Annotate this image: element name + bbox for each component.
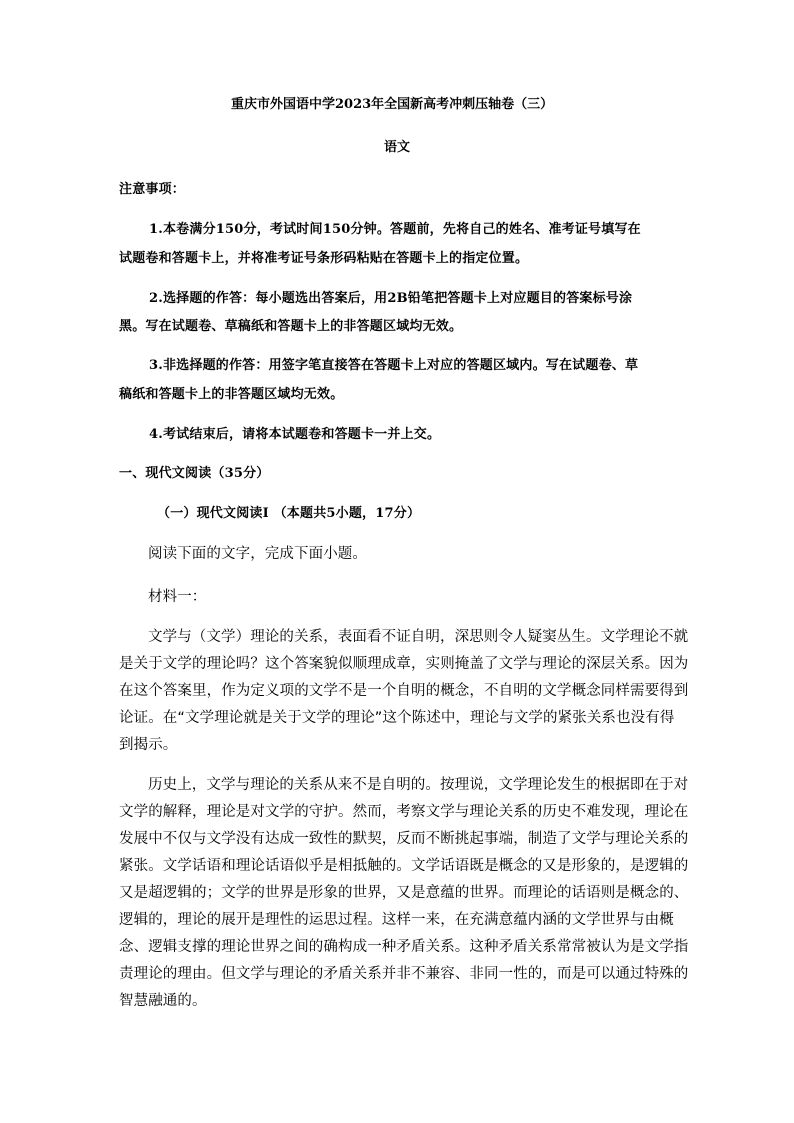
paragraph-line: 在这个答案里，作为定义项的文学不是一个自明的概念，不自明的文学概念同样需要得到 (119, 683, 689, 699)
paragraph-line: 紧张。文学话语和理论话语似乎是相抵触的。文学话语既是概念的又是形象的，是逻辑的 (119, 858, 689, 874)
paragraph-line: 历史上，文学与理论的关系从来不是自明的。按理说，文学理论发生的根据即在于对 (148, 777, 689, 793)
paragraph-line: 文学与（文学）理论的关系，表面看不证自明，深思则令人疑窦丛生。文学理论不就 (148, 629, 689, 645)
paragraph-line: 又是超逻辑的；文学的世界是形象的世界，又是意蕴的世界。而理论的话语则是概念的、 (119, 885, 689, 901)
paragraph-line: 发展中不仅与文学没有达成一致性的默契，反而不断挑起事端，制造了文学与理论关系的 (119, 831, 689, 847)
subject-title: 语文 (384, 140, 411, 155)
notice-heading: 注意事项： (119, 182, 186, 197)
paragraph-line: 是关于文学的理论吗？这个答案貌似顺理成章，实则掩盖了文学与理论的深层关系。因为 (119, 656, 689, 672)
notice-item-3-line-2: 稿纸和答题卡上的非答题区域均无效。 (119, 387, 344, 402)
notice-item-1-line-2: 试题卷和答题卡上，并将准考证号条形码粘贴在答题卡上的指定位置。 (119, 251, 529, 266)
paragraph-line: 到揭示。 (119, 737, 178, 753)
paragraph-line: 智慧融通的。 (119, 993, 207, 1009)
notice-item-2-line-1: 2.选择题的作答：每小题选出答案后，用2B铅笔把答题卡上对应题目的答案标号涂 (149, 291, 633, 306)
material-label: 材料一： (148, 589, 207, 605)
reading-instruction: 阅读下面的文字，完成下面小题。 (148, 546, 367, 562)
paragraph-line: 念、逻辑支撑的理论世界之间的确构成一种矛盾关系。这种矛盾关系常常被认为是文学指 (119, 939, 689, 955)
paragraph-line: 文学的解释，理论是对文学的守护。然而，考察文学与理论关系的历史不难发现，理论在 (119, 804, 689, 820)
subsection-heading: （一）现代文阅读Ⅰ （本题共5小题，17分） (157, 506, 421, 521)
section-heading: 一、现代文阅读（35分） (119, 466, 270, 481)
notice-item-1-line-1: 1.本卷满分150分，考试时间150分钟。答题前，先将自己的姓名、准考证号填写在 (149, 222, 641, 237)
exam-title: 重庆市外国语中学2023年全国新高考冲刺压轴卷（三） (231, 97, 554, 112)
notice-item-2-line-2: 黑。写在试题卷、草稿纸和答题卡上的非答题区域均无效。 (119, 319, 463, 334)
paragraph-line: 责理论的理由。但文学与理论的矛盾关系并非不兼容、非同一性的，而是可以通过特殊的 (119, 966, 689, 982)
paragraph-line: 逻辑的，理论的展开是理性的运思过程。这样一来，在充满意蕴内涵的文学世界与由概 (119, 912, 674, 928)
notice-item-4: 4.考试结束后，请将本试题卷和答题卡一并上交。 (149, 427, 441, 442)
notice-item-3-line-1: 3.非选择题的作答：用签字笔直接答在答题卡上对应的答题区域内。写在试题卷、草 (149, 358, 639, 373)
paragraph-line: 论证。在“文学理论就是关于文学的理论”这个陈述中，理论与文学的紧张关系也没有得 (119, 710, 675, 726)
